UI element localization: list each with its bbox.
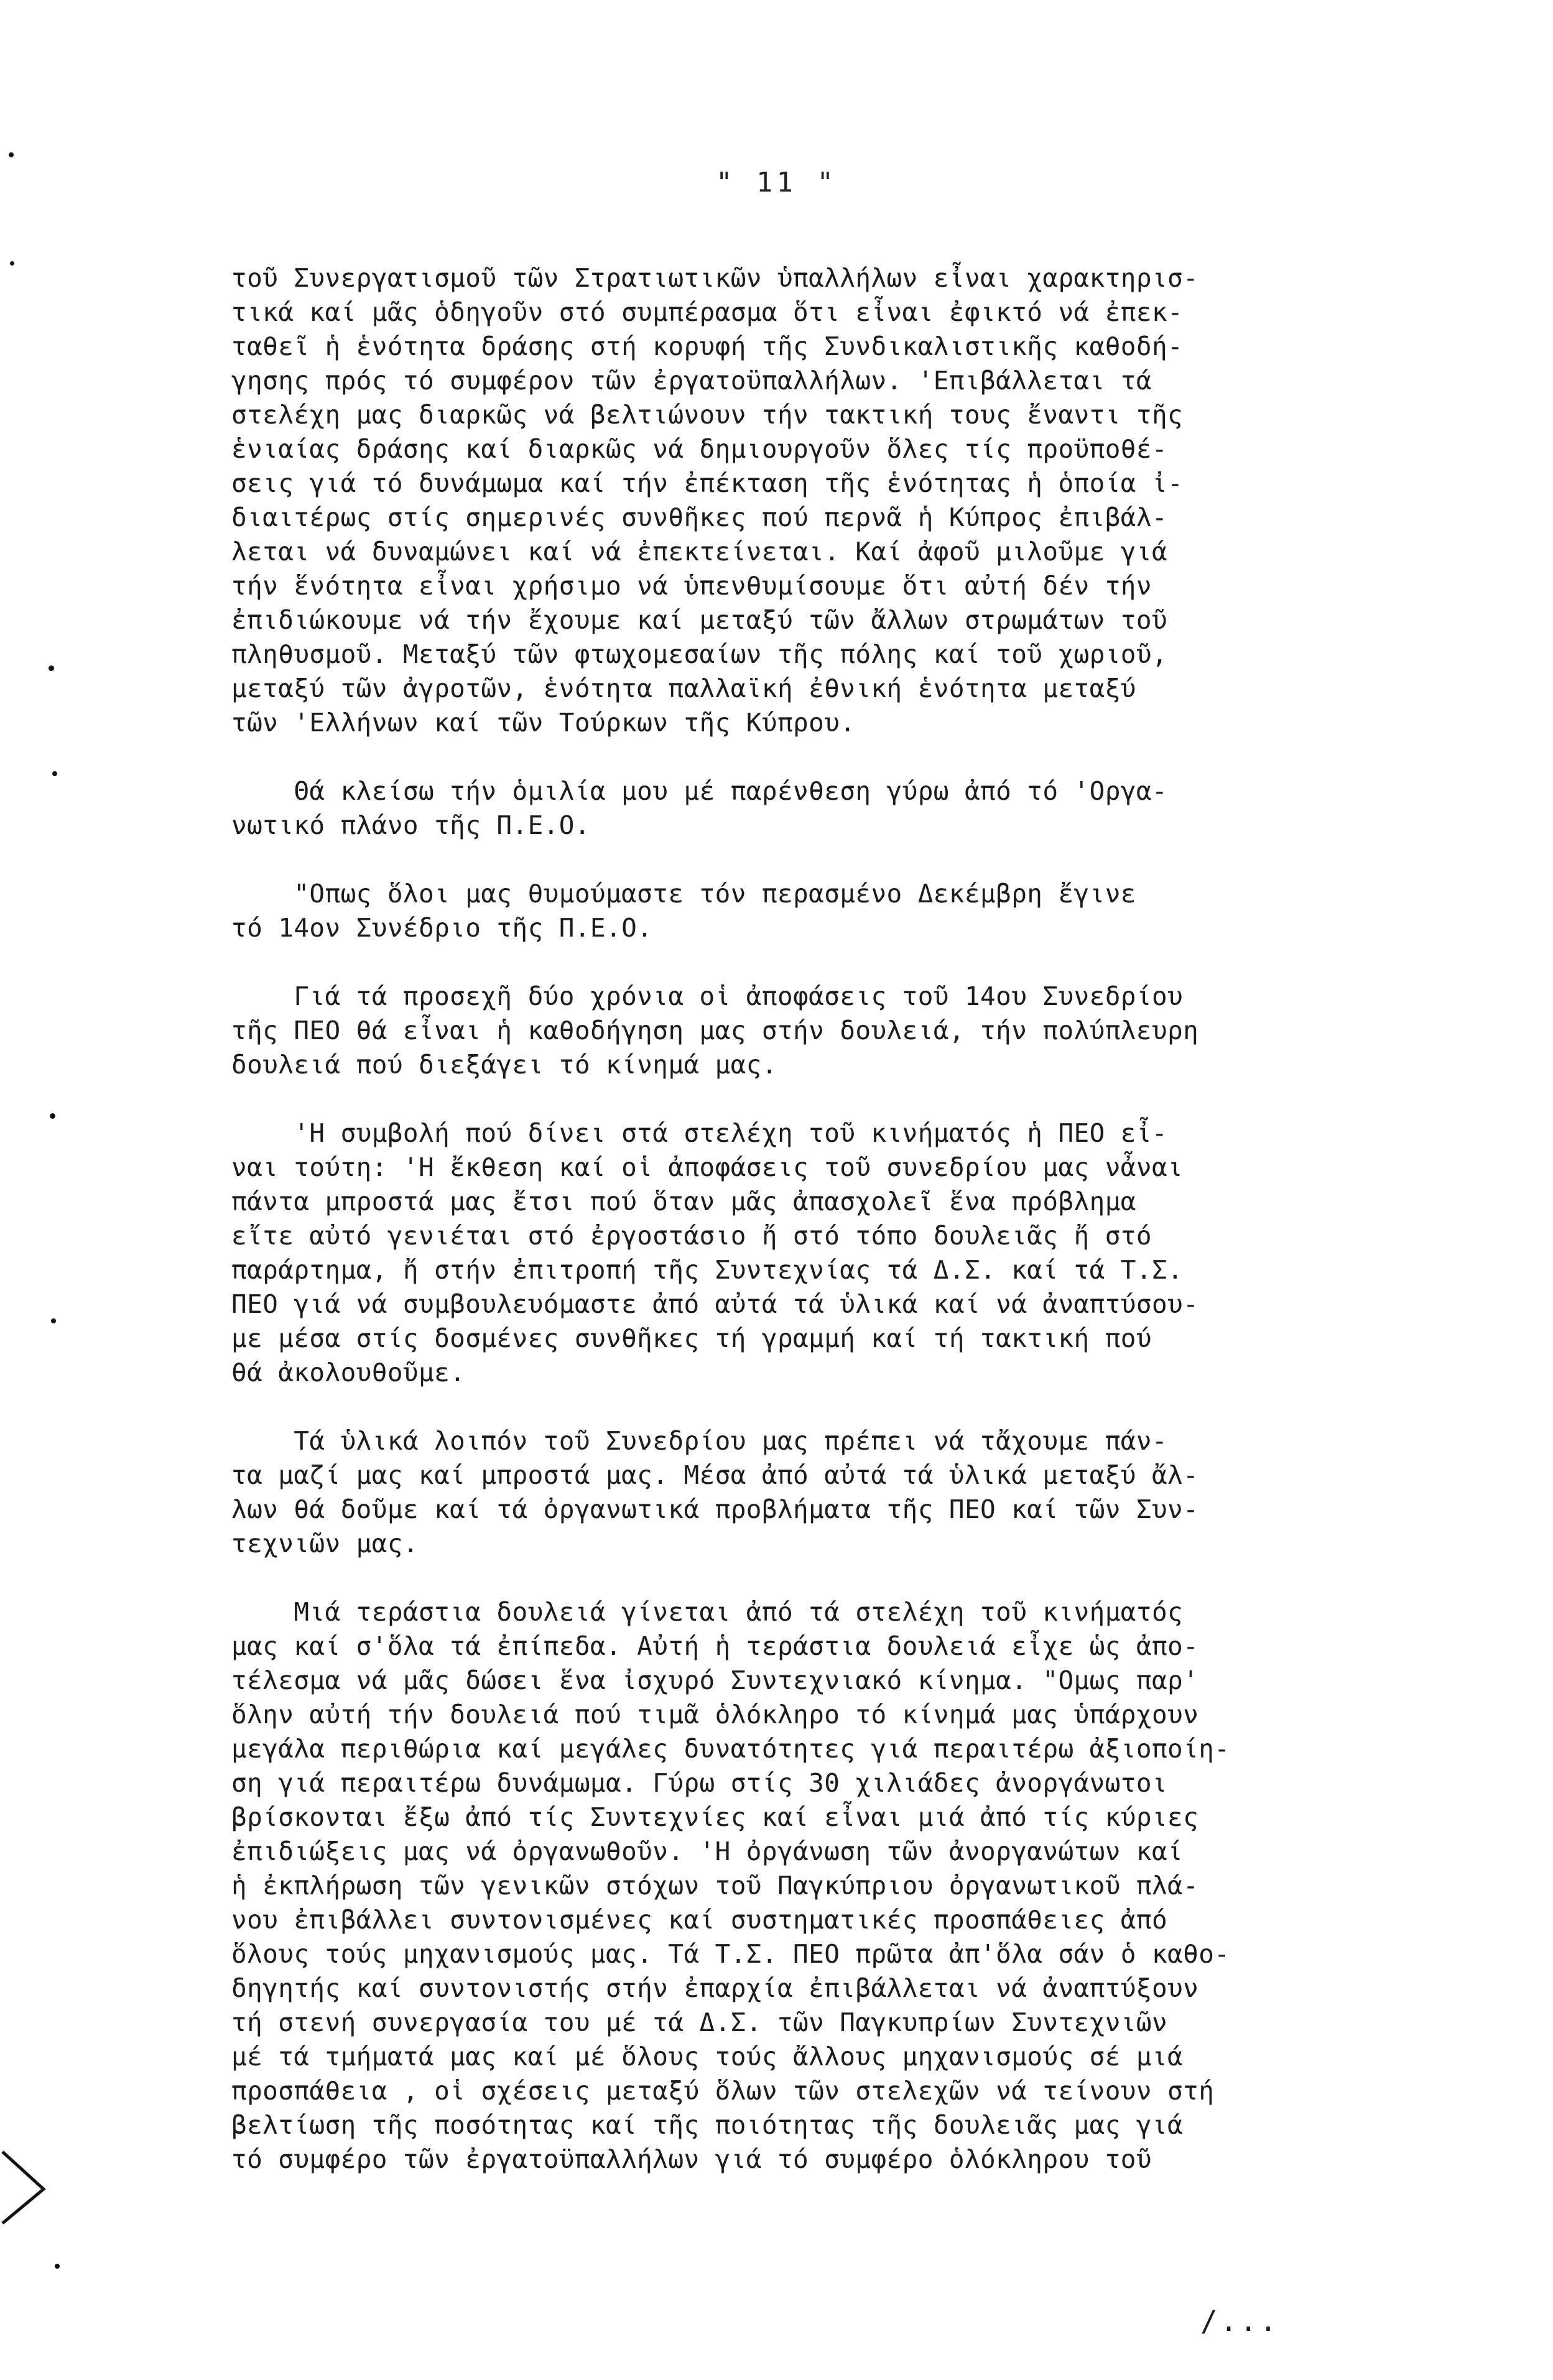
text-line: θά ἀκολουθοῦμε.	[231, 1358, 466, 1387]
text-line: σεις γιά τό δυνάμωμα καί τήν ἐπέκταση τῆς ἑνότητας ἡ ὁποία ἰ-	[231, 468, 1184, 498]
text-line: πληθυσμοῦ. Μεταξύ τῶν φτωχομεσαίων τῆς πόλης καί τοῦ χωριοῦ,	[231, 639, 1168, 669]
text-line: ταθεῖ ἡ ἑνότητα δράσης στή κορυφή τῆς Συνδικαλιστικῆς καθοδή-	[231, 331, 1184, 361]
text-line: τό 14ον Συνέδριο τῆς Π.Ε.Ο.	[231, 913, 653, 943]
text-line: Γιά τά προσεχῆ δύο χρόνια οἱ ἀποφάσεις τοῦ 14ου Συνεδρίου	[231, 981, 1184, 1011]
text-line: εἴτε αὐτό γενιέται στό ἐργοστάσιο ἤ στό τόπο δουλειᾶς ἤ στό	[231, 1221, 1152, 1251]
text-line: βελτίωση τῆς ποσότητας καί τῆς ποιότητας τῆς δουλειᾶς μας γιά	[231, 2110, 1184, 2140]
paragraph	[231, 979, 1438, 1082]
text-line: τήν ἕνότητα εἶναι χρήσιμο νά ὑπενθυμίσουμε ὅτι αὐτή δέν τήν	[231, 571, 1152, 601]
text-line: τικά καί μᾶς ὁδηγοῦν στό συμπέρασμα ὅτι εἶναι ἐφικτό νά ἐπεκ-	[231, 297, 1184, 327]
page-number: " 11 "	[716, 167, 837, 198]
text-line: μεγάλα περιθώρια καί μεγάλες δυνατότητες γιά περαιτέρω ἀξιοποίη-	[231, 1734, 1230, 1764]
text-line: ΠΕΟ γιά νά συμβουλευόμαστε ἀπό αὐτά τά ὑλικά καί νά ἀναπτύσου-	[231, 1289, 1199, 1319]
text-line: λων θά δοῦμε καί τά ὀργανωτικά προβλήματα τῆς ΠΕΟ καί τῶν Συν-	[231, 1494, 1199, 1524]
text-line: τα μαζί μας καί μπροστά μας. Μέσα ἀπό αὐτά τά ὑλικά μεταξύ ἄλ-	[231, 1460, 1199, 1490]
text-line: Θά κλείσω τήν ὁμιλία μου μέ παρένθεση γύρω ἀπό τό 'Οργα-	[231, 776, 1168, 806]
text-line: Τά ὑλικά λοιπόν τοῦ Συνεδρίου μας πρέπει νά τἄχουμε πάν-	[231, 1426, 1168, 1456]
text-line: ἐπιδιώξεις μας νά ὀργανωθοῦν. 'Η ὀργάνωση τῶν ἀνοργανώτων καί	[231, 1836, 1184, 1866]
margin-speck	[50, 1113, 55, 1119]
text-line: προσπάθεια , οἱ σχέσεις μεταξύ ὅλων τῶν στελεχῶν νά τείνουν στή	[231, 2076, 1215, 2106]
margin-speck	[55, 2264, 60, 2269]
text-line: με μέσα στίς δοσμένες συνθῆκες τή γραμμή καί τή τακτική πού	[231, 1323, 1152, 1353]
paragraph	[231, 774, 1438, 843]
text-line: 'Η συμβολή πού δίνει στά στελέχη τοῦ κινήματός ἡ ΠΕΟ εἶ-	[231, 1118, 1168, 1148]
paragraph	[231, 877, 1438, 945]
text-line: ὅλους τούς μηχανισμούς μας. Τά Τ.Σ. ΠΕΟ πρῶτα ἀπ'ὅλα σάν ὁ καθο-	[231, 1939, 1230, 1969]
text-line: γησης πρός τό συμφέρον τῶν ἐργατοϋπαλλήλων. 'Επιβάλλεται τά	[231, 366, 1152, 396]
text-line: ναι τούτη: 'Η ἔκθεση καί οἱ ἀποφάσεις τοῦ συνεδρίου μας νἆναι	[231, 1152, 1184, 1182]
paragraph	[231, 1116, 1438, 1390]
paragraph	[231, 1595, 1438, 2177]
text-line: τή στενή συνεργασία του μέ τά Δ.Σ. τῶν Παγκυπρίων Συντεχνιῶν	[231, 2007, 1168, 2037]
text-line: βρίσκονται ἔξω ἀπό τίς Συντεχνίες καί εἶναι μιά ἀπό τίς κύριες	[231, 1802, 1199, 1832]
text-line: τοῦ Συνεργατισμοῦ τῶν Στρατιωτικῶν ὑπαλλήλων εἶναι χαρακτηρισ-	[231, 263, 1199, 293]
margin-speck	[52, 771, 57, 776]
text-line: πάντα μπροστά μας ἔτσι πού ὅταν μᾶς ἀπασχολεῖ ἕνα πρόβλημα	[231, 1187, 1136, 1216]
text-line: "Οπως ὅλοι μας θυμούμαστε τόν περασμένο Δεκέμβρη ἔγινε	[231, 879, 1136, 909]
text-line: ὅλην αὐτή τήν δουλειά πού τιμᾶ ὁλόκληρο τό κίνημά μας ὑπάρχουν	[231, 1700, 1199, 1729]
text-line: νου ἐπιβάλλει συντονισμένες καί συστηματικές προσπάθειες ἀπό	[231, 1905, 1168, 1935]
text-line: ἐπιδιώκουμε νά τήν ἔχουμε καί μεταξύ τῶν ἄλλων στρωμάτων τοῦ	[231, 605, 1168, 635]
margin-speck	[49, 665, 54, 671]
text-line: τέλεσμα νά μᾶς δώσει ἕνα ἰσχυρό Συντεχνιακό κίνημα. "Ομως παρ'	[231, 1665, 1199, 1695]
text-line: τό συμφέρο τῶν ἐργατοϋπαλλήλων γιά τό συμφέρο ὁλόκληρου τοῦ	[231, 2144, 1152, 2174]
text-line: δουλειά πού διεξάγει τό κίνημά μας.	[231, 1050, 777, 1080]
document-body	[231, 261, 1438, 2211]
text-line: ση γιά περαιτέρω δυνάμωμα. Γύρω στίς 30 χιλιάδες ἀνοργάνωτοι	[231, 1768, 1168, 1798]
margin-speck	[51, 1318, 56, 1323]
text-line: λεται νά δυναμώνει καί νά ἐπεκτείνεται. Καί ἀφοῦ μιλοῦμε γιά	[231, 537, 1168, 567]
paragraph	[231, 1424, 1438, 1561]
text-line: μέ τά τμήματά μας καί μέ ὅλους τούς ἄλλους μηχανισμούς σέ μιά	[231, 2042, 1184, 2072]
text-line: νωτικό πλάνο τῆς Π.Ε.Ο.	[231, 810, 590, 840]
text-line: δηγητής καί συντονιστής στήν ἐπαρχία ἐπιβάλλεται νά ἀναπτύξουν	[231, 1973, 1199, 2003]
text-line: Μιά τεράστια δουλειά γίνεται ἀπό τά στελέχη τοῦ κινήματός	[231, 1597, 1184, 1627]
continuation-mark: /...	[1200, 2304, 1279, 2338]
text-line: στελέχη μας διαρκῶς νά βελτιώνουν τήν τακτική τους ἔναντι τῆς	[231, 400, 1184, 430]
margin-speck	[9, 152, 14, 157]
text-line: παράρτημα, ἤ στήν ἐπιτροπή τῆς Συντεχνίας τά Δ.Σ. καί τά Τ.Σ.	[231, 1255, 1184, 1285]
margin-speck	[10, 261, 14, 266]
binding-mark	[0, 2139, 56, 2233]
text-line: ἑνιαίας δράσης καί διαρκῶς νά δημιουργοῦν ὅλες τίς προϋποθέ-	[231, 434, 1168, 464]
text-line: τῆς ΠΕΟ θά εἶναι ἡ καθοδήγηση μας στήν δουλειά, τήν πολύπλευρη	[231, 1016, 1199, 1045]
text-line: μας καί σ'ὅλα τά ἐπίπεδα. Αὐτή ἡ τεράστια δουλειά εἶχε ὡς ἀπο-	[231, 1631, 1199, 1661]
text-line: μεταξύ τῶν ἀγροτῶν, ἑνότητα παλλαϊκή ἐθνική ἑνότητα μεταξύ	[231, 674, 1136, 703]
paragraph	[231, 261, 1438, 740]
text-line: τῶν 'Ελλήνων καί τῶν Τούρκων τῆς Κύπρου.	[231, 708, 856, 738]
text-line: διαιτέρως στίς σημερινές συνθῆκες πού περνᾶ ἡ Κύπρος ἐπιβάλ-	[231, 502, 1168, 532]
text-line: ἡ ἐκπλήρωση τῶν γενικῶν στόχων τοῦ Παγκύπριου ὀργανωτικοῦ πλά-	[231, 1871, 1199, 1901]
text-line: τεχνιῶν μας.	[231, 1529, 419, 1558]
